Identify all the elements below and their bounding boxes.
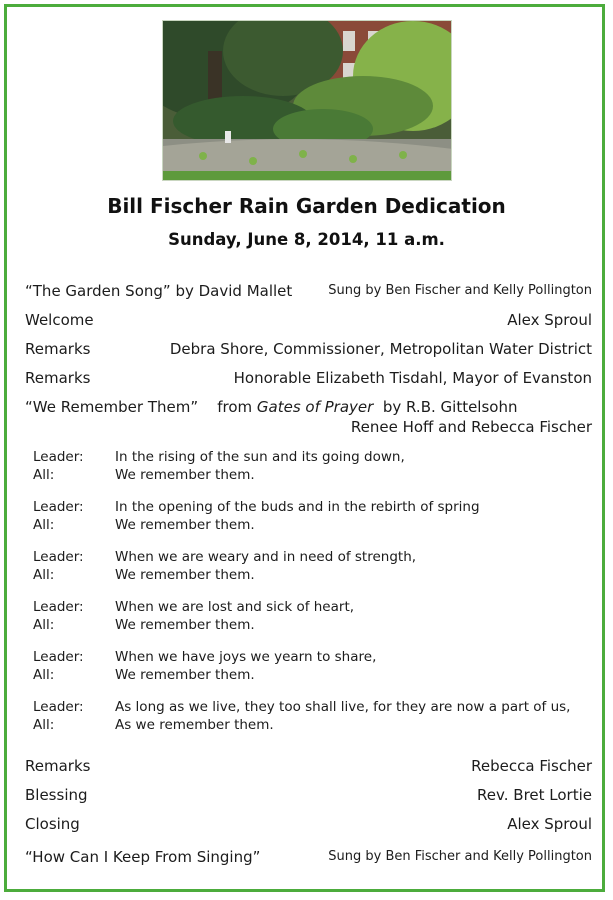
program-performer: Rev. Bret Lortie: [477, 786, 592, 804]
litany-all-text: We remember them.: [115, 617, 255, 633]
reading-title: “We Remember Them”: [25, 398, 199, 416]
program-item: “How Can I Keep From Singing”: [25, 848, 261, 866]
program-row: [25, 784, 592, 806]
program-row: [25, 309, 592, 331]
program-item: “The Garden Song” by David Mallet: [25, 282, 293, 300]
program-item: Welcome: [25, 311, 94, 329]
litany-leader-role: Leader:: [33, 549, 84, 565]
litany-all-text: We remember them.: [115, 467, 255, 483]
program-row: [25, 755, 592, 777]
litany-leader-text: In the rising of the sun and its going down,: [115, 449, 405, 465]
program-item: Blessing: [25, 786, 88, 804]
litany-leader-role: Leader:: [33, 449, 84, 465]
program-row: [25, 846, 592, 868]
litany-leader-text: As long as we live, they too shall live, for they are now a part of us,: [115, 699, 571, 715]
event-date: Sunday, June 8, 2014, 11 a.m.: [168, 230, 445, 249]
litany-all-role: All:: [33, 567, 55, 583]
litany-stanza: [33, 598, 593, 638]
reading-readers-row: [25, 416, 592, 438]
litany-stanza: [33, 548, 593, 588]
litany-leader-role: Leader:: [33, 499, 84, 515]
litany-all-text: We remember them.: [115, 567, 255, 583]
litany-leader-role: Leader:: [33, 599, 84, 615]
program-performer: Rebecca Fischer: [471, 757, 592, 775]
litany-leader-text: When we have joys we yearn to share,: [115, 649, 377, 665]
litany-leader-text: When we are lost and sick of heart,: [115, 599, 355, 615]
litany-leader-role: Leader:: [33, 699, 84, 715]
page-title: Bill Fischer Rain Garden Dedication: [107, 194, 506, 218]
program-item: Closing: [25, 815, 80, 833]
program-row: [25, 813, 592, 835]
litany-leader-role: Leader:: [33, 649, 84, 665]
reading-readers: Renee Hoff and Rebecca Fischer: [350, 418, 592, 436]
reading-source: Gates of Prayer: [256, 398, 374, 416]
litany-all-role: All:: [33, 667, 55, 683]
program-performer: Alex Sproul: [507, 311, 592, 329]
litany-stanza: [33, 448, 593, 488]
program-item: Remarks: [25, 757, 91, 775]
reading-row: [25, 396, 592, 418]
litany-all-role: All:: [33, 467, 55, 483]
litany-leader-text: In the opening of the buds and in the rebirth of spring: [115, 499, 480, 515]
reading-from: from: [217, 398, 253, 416]
program-item: Remarks: [25, 369, 91, 387]
litany-stanza: [33, 698, 593, 738]
litany-all-role: All:: [33, 517, 55, 533]
program-performer: Sung by Ben Fischer and Kelly Pollington: [328, 849, 592, 864]
program-row: [25, 338, 592, 360]
program-row: [25, 367, 592, 389]
garden-photo: [162, 20, 452, 181]
program-performer: Honorable Elizabeth Tisdahl, Mayor of Evanston: [233, 369, 592, 387]
litany-all-text: We remember them.: [115, 517, 255, 533]
program-performer: Debra Shore, Commissioner, Metropolitan Water District: [169, 340, 592, 358]
litany-all-text: As we remember them.: [115, 717, 274, 733]
reading-author: by R.B. Gittelsohn: [382, 398, 518, 416]
litany-stanza: [33, 648, 593, 688]
reading-line: [25, 396, 517, 418]
program-item: Remarks: [25, 340, 91, 358]
program-performer: Alex Sproul: [507, 815, 592, 833]
litany-stanza: [33, 498, 593, 538]
litany-all-role: All:: [33, 617, 55, 633]
program-performer: Sung by Ben Fischer and Kelly Pollington: [328, 283, 592, 298]
litany-all-role: All:: [33, 717, 55, 733]
program-row: [25, 280, 592, 302]
litany-leader-text: When we are weary and in need of strength,: [115, 549, 417, 565]
litany-all-text: We remember them.: [115, 667, 255, 683]
